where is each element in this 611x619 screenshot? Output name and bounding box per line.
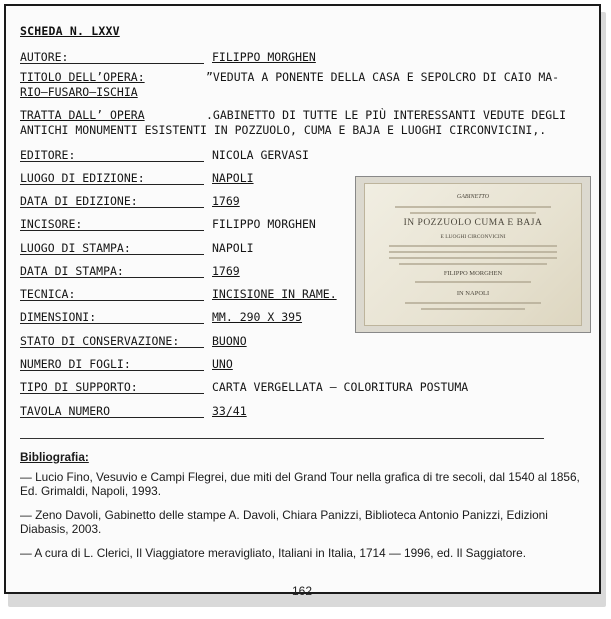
frontis-line-6: FILIPPO MORGHEN: [443, 270, 503, 277]
value-luogo-edizione: NAPOLI: [212, 171, 254, 185]
bibliografia-entry: — A cura di L. Clerici, Il Viaggiatore meravigliato, Italiani in Italia, 1714 — 1996, ed. Il Saggiatore.: [20, 546, 527, 560]
label-titolo: TITOLO DELL’OPERA:: [20, 70, 145, 84]
scheda-title: SCHEDA N. LXXV: [20, 24, 120, 38]
value-titolo-1: ”VEDUTA A PONENTE DELLA CASA E SEPOLCRO DI CAIO MA-: [206, 70, 560, 84]
value-tratta-2: ANTICHI MONUMENTI ESISTENTI IN POZZUOLO, CUMA E BAJA E LUOGHI CIRCONVICINI,.: [20, 123, 547, 137]
label-dimensioni: DIMENSIONI:: [20, 310, 97, 324]
field-titolo: [20, 70, 559, 100]
label-tipo-supporto: TIPO DI SUPPORTO:: [20, 380, 138, 394]
label-luogo-edizione: LUOGO DI EDIZIONE:: [20, 171, 145, 185]
field-tratta: [20, 108, 566, 138]
bibliografia-heading: Bibliografia:: [20, 450, 89, 464]
label-data-stampa: DATA DI STAMPA:: [20, 264, 124, 278]
value-titolo-2: RIO—FUSARO—ISCHIA: [20, 85, 138, 99]
frontis-line-1: GABINETTO: [456, 194, 490, 200]
label-luogo-stampa: LUOGO DI STAMPA:: [20, 241, 131, 255]
label-editore: EDITORE:: [20, 148, 76, 162]
frontis-line-4: E LUOGHI CIRCONVICINI: [440, 234, 506, 240]
label-tavola: TAVOLA NUMERO: [20, 404, 111, 418]
page-number: 162: [292, 584, 313, 598]
label-tratta: TRATTA DALL’ OPERA: [20, 108, 145, 122]
label-tecnica: TECNICA:: [20, 287, 76, 301]
value-tavola: 33/41: [212, 404, 247, 418]
separator-line: [20, 438, 544, 439]
value-luogo-stampa: NAPOLI: [212, 241, 254, 255]
value-data-stampa: 1769: [212, 264, 240, 278]
catalog-card: [4, 4, 601, 598]
bibliografia: [20, 450, 590, 570]
frontis-line-8: IN NAPOLI: [456, 290, 490, 297]
value-tecnica: INCISIONE IN RAME.: [212, 287, 337, 301]
value-tipo-supporto: CARTA VERGELLATA — COLORITURA POSTUMA: [212, 380, 469, 394]
label-numero-fogli: NUMERO DI FOGLI:: [20, 357, 131, 371]
value-data-edizione: 1769: [212, 194, 240, 208]
bibliografia-entry: — Zeno Davoli, Gabinetto delle stampe A. Davoli, Chiara Panizzi, Biblioteca Antonio Panizzi, Edizioni Diabasis, 2003.: [20, 508, 548, 536]
value-tratta-1: .GABINETTO DI TUTTE LE PIÙ INTERESSANTI VEDUTE DEGLI: [206, 108, 567, 122]
label-autore: AUTORE:: [20, 50, 69, 64]
frontis-line-3: IN POZZUOLO CUMA E BAJA: [403, 218, 543, 228]
label-data-edizione: DATA DI EDIZIONE:: [20, 194, 138, 208]
value-stato: BUONO: [212, 334, 247, 348]
value-numero-fogli: UNO: [212, 357, 233, 371]
value-autore: FILIPPO MORGHEN: [212, 50, 316, 64]
value-dimensioni: MM. 290 X 395: [212, 310, 303, 324]
label-stato: STATO DI CONSERVAZIONE:: [20, 334, 180, 348]
label-incisore: INCISORE:: [20, 217, 83, 231]
value-editore: NICOLA GERVASI: [212, 148, 309, 162]
bibliografia-entry: — Lucio Fino, Vesuvio e Campi Flegrei, due miti del Grand Tour nella grafica di tre secoli, dal 1540 al 1856, Ed. Grimaldi, Napoli, 1993.: [20, 470, 580, 498]
value-incisore: FILIPPO MORGHEN: [212, 217, 316, 231]
frontispiece-image: [355, 176, 591, 333]
